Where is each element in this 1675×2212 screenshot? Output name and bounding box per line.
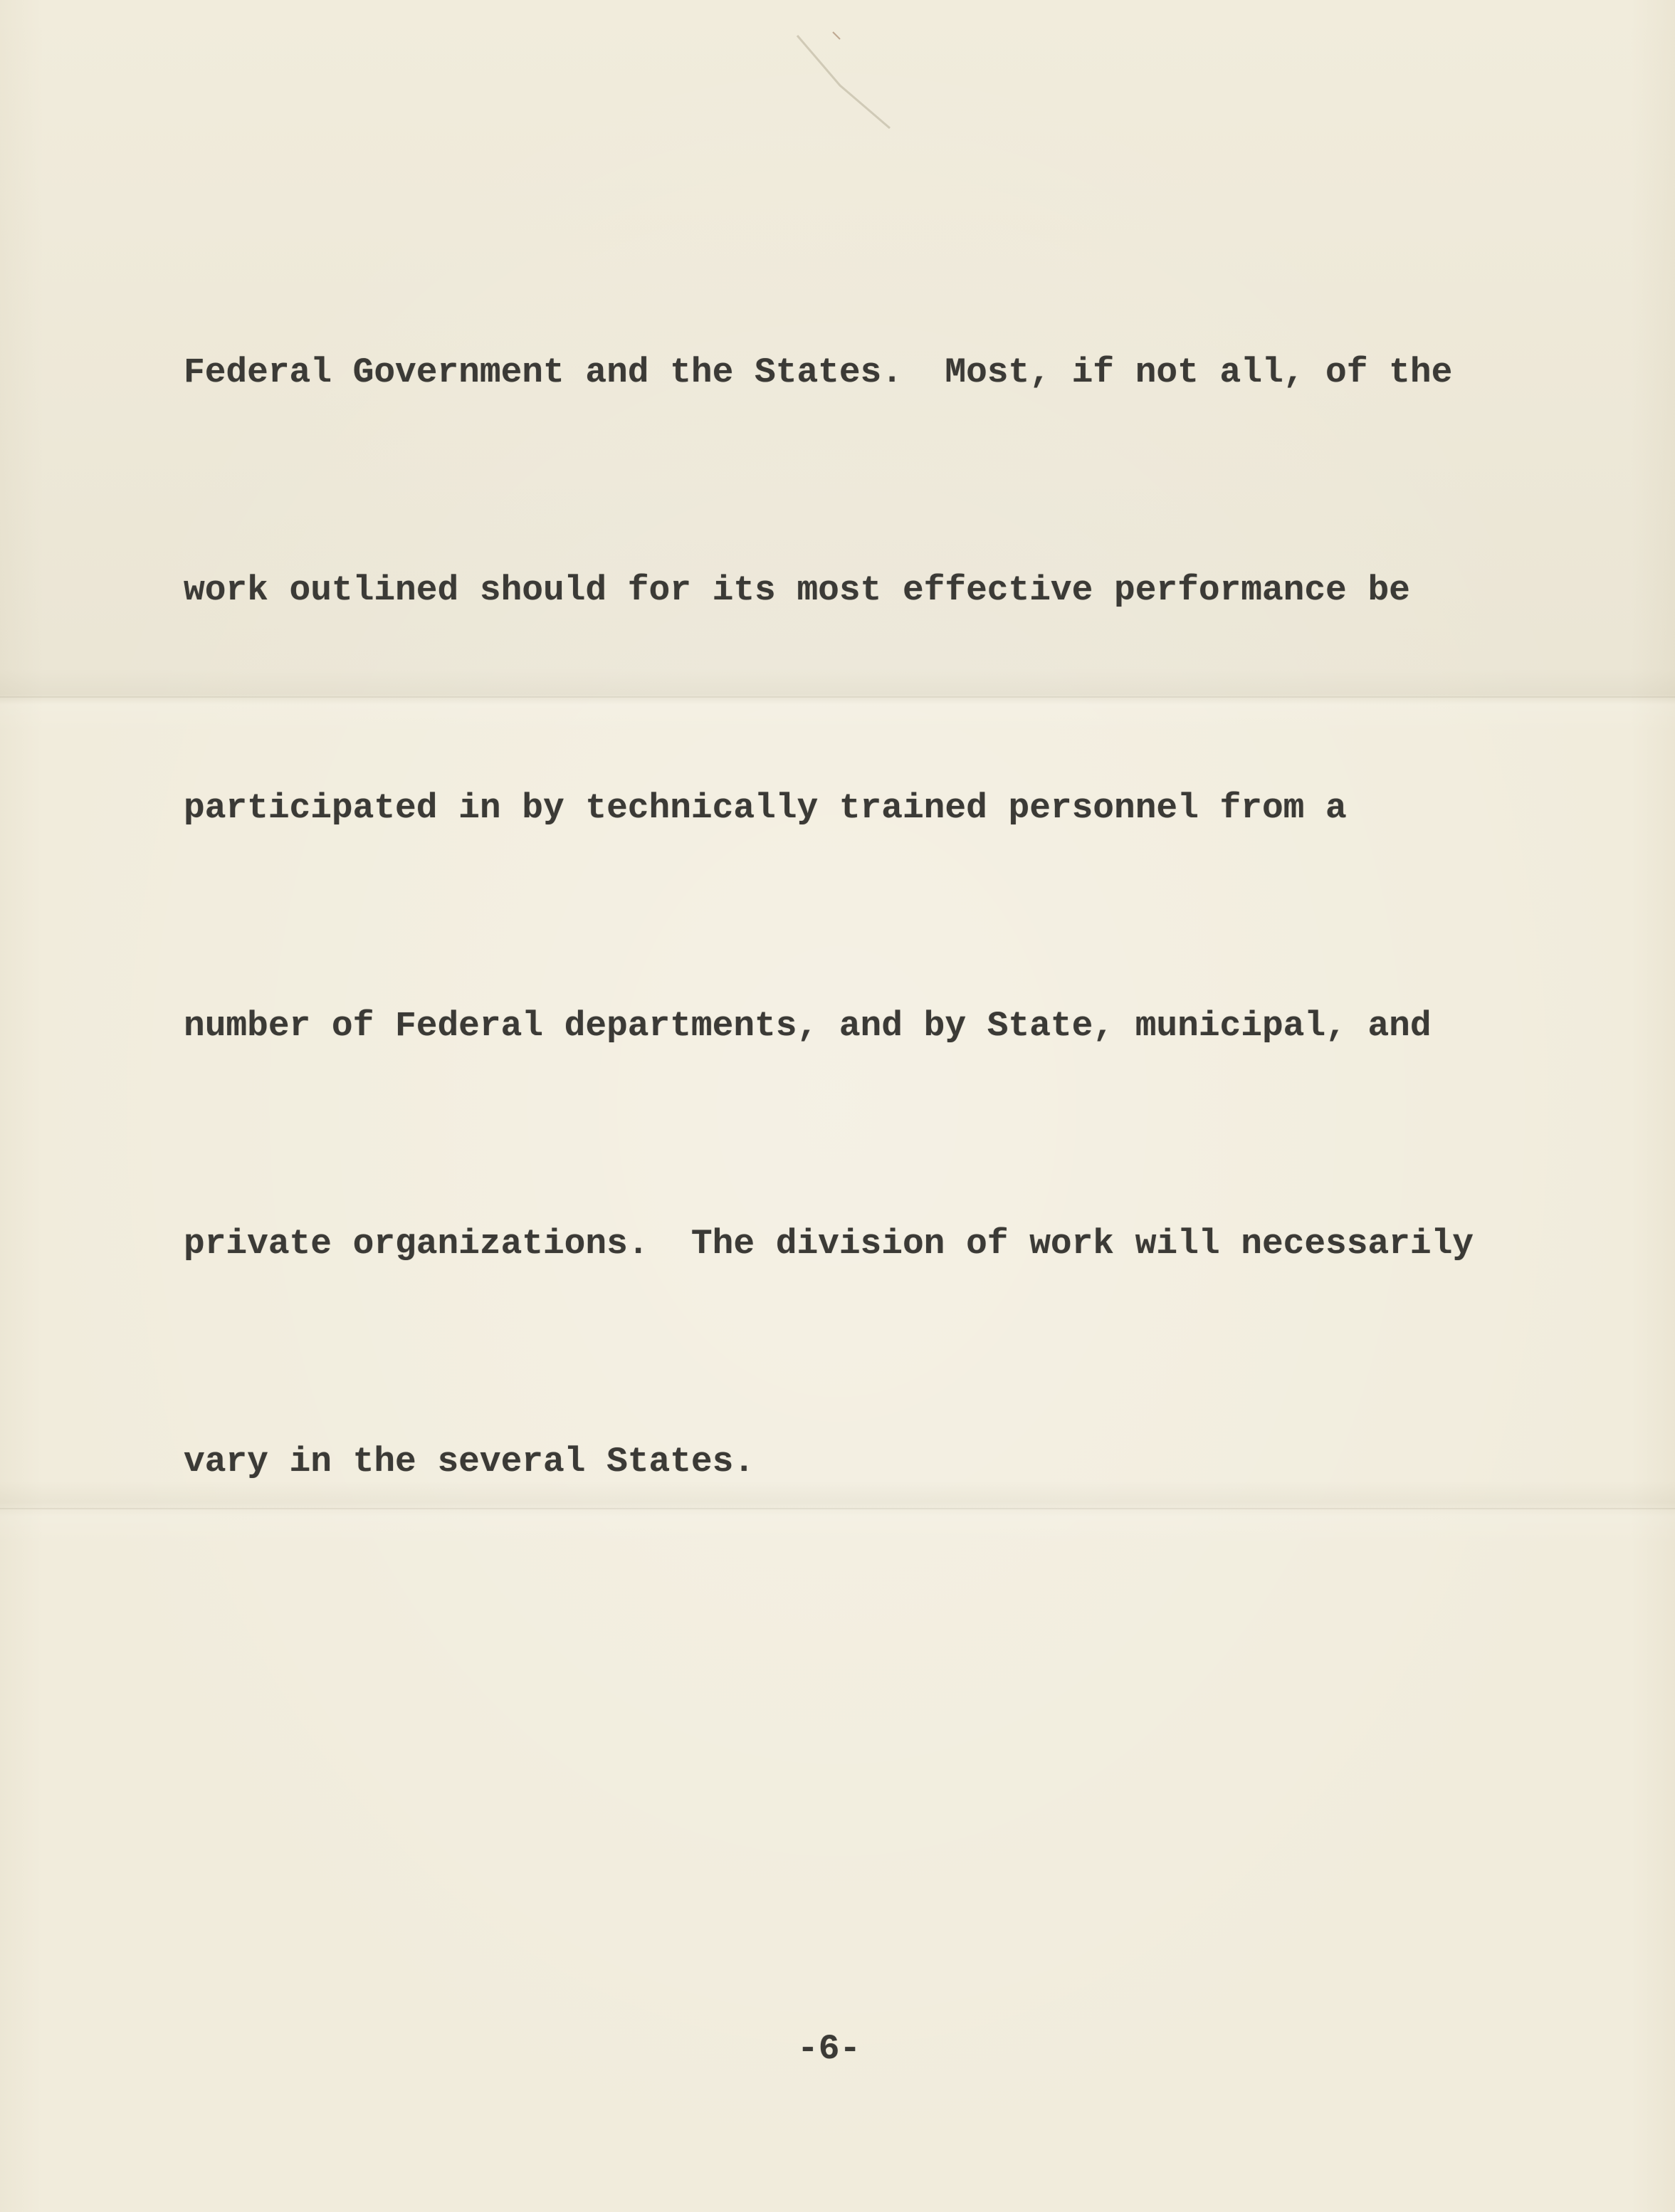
text-line: work outlined should for its most effective performance be [184, 570, 1410, 610]
text-line: vary in the several States. [184, 1442, 755, 1482]
text-line: participated in by technically trained personnel from a [184, 788, 1347, 828]
paper-fold-mark [790, 28, 897, 135]
body-paragraph [184, 191, 1579, 1643]
text-line: Federal Government and the States. Most, if not all, of the [184, 352, 1453, 392]
text-line: private organizations. The division of work will necessarily [184, 1224, 1474, 1264]
text-line: number of Federal departments, and by State, municipal, and [184, 1006, 1432, 1046]
page-number: -6- [797, 2029, 861, 2069]
